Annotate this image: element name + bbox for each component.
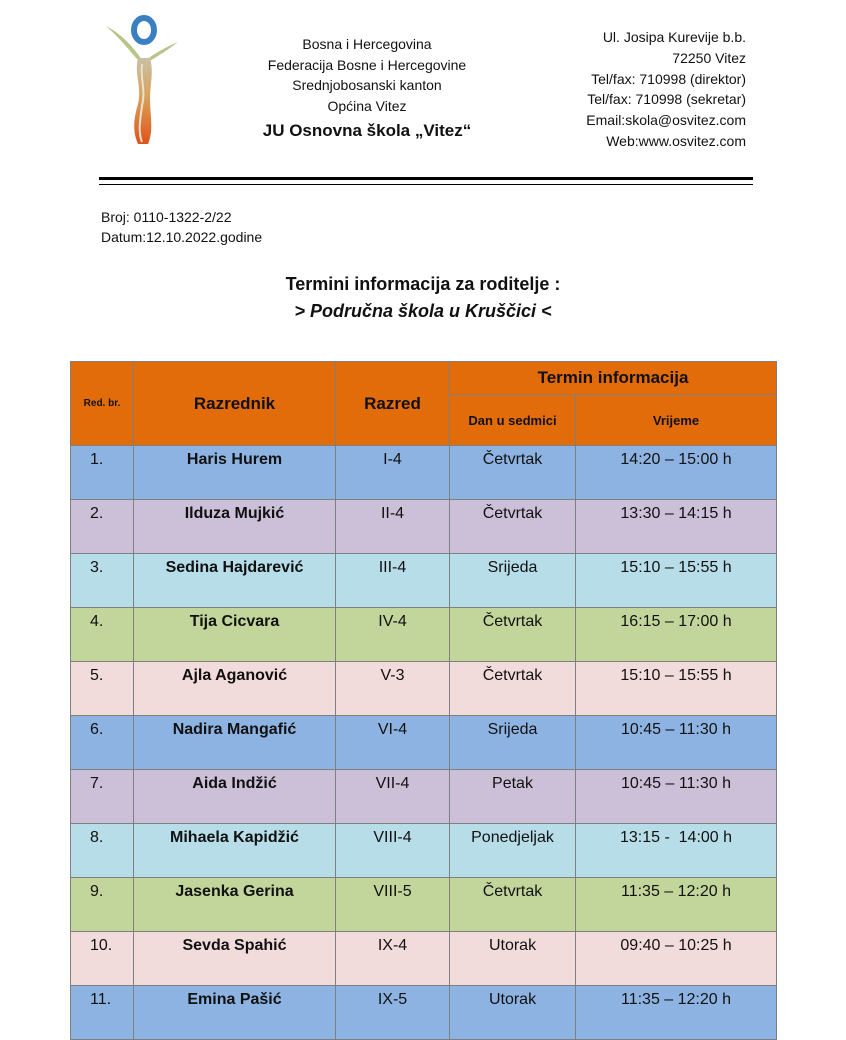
canton-line: Srednjobosanski kanton — [292, 77, 442, 93]
cell-red-br: 2. — [71, 500, 134, 554]
header-divider-thin — [99, 184, 753, 185]
cell-razred: I-4 — [336, 446, 450, 500]
contact-postal: 72250 Vitez — [672, 49, 746, 66]
table-row — [71, 824, 777, 878]
contact-phone-director: Tel/fax: 710998 (direktor) — [591, 70, 746, 87]
document-meta — [101, 207, 262, 247]
cell-razred: VIII-4 — [336, 824, 450, 878]
cell-dan: Petak — [450, 770, 576, 824]
cell-razrednik: Ajla Aganović — [134, 662, 336, 716]
cell-vrijeme: 11:35 – 12:20 h — [576, 986, 777, 1040]
cell-vrijeme: 13:30 – 14:15 h — [576, 500, 777, 554]
cell-dan: Utorak — [450, 986, 576, 1040]
cell-razred: II-4 — [336, 500, 450, 554]
cell-razrednik: Ilduza Mujkić — [134, 500, 336, 554]
cell-razred: IV-4 — [336, 608, 450, 662]
table-row — [71, 608, 777, 662]
cell-red-br: 5. — [71, 662, 134, 716]
cell-dan: Srijeda — [450, 554, 576, 608]
cell-razred: VII-4 — [336, 770, 450, 824]
table-row — [71, 986, 777, 1040]
cell-red-br: 9. — [71, 878, 134, 932]
document-title-block — [0, 271, 846, 325]
cell-razrednik: Mihaela Kapidžić — [134, 824, 336, 878]
cell-dan: Srijeda — [450, 716, 576, 770]
contact-address: Ul. Josipa Kurevije b.b. — [602, 29, 746, 45]
cell-vrijeme: 11:35 – 12:20 h — [576, 878, 777, 932]
contact-email: Email:skola@osvitez.com — [586, 112, 746, 129]
cell-red-br: 6. — [71, 716, 134, 770]
cell-razrednik: Sedina Hajdarević — [134, 554, 336, 608]
cell-razred: VIII-5 — [336, 878, 450, 932]
school-name: JU Osnovna škola „Vitez“ — [262, 121, 472, 140]
cell-razrednik: Emina Pašić — [134, 986, 336, 1040]
document-title: Termini informacija za roditelje : — [285, 274, 561, 294]
cell-dan: Četvrtak — [450, 500, 576, 554]
cell-dan: Četvrtak — [450, 446, 576, 500]
document-subtitle: > Područna škola u Kruščici < — [294, 301, 552, 321]
document-date: Datum:12.10.2022.godine — [101, 229, 263, 245]
header-dan: Dan u sedmici — [450, 395, 576, 446]
municipality-line: Općina Vitez — [327, 97, 407, 114]
cell-razred: VI-4 — [336, 716, 450, 770]
cell-dan: Ponedjeljak — [450, 824, 576, 878]
reference-number: Broj: 0110-1322-2/22 — [101, 209, 232, 225]
header-termin: Termin informacija — [450, 362, 777, 395]
header-divider-thick — [99, 177, 753, 180]
table-row — [71, 770, 777, 824]
cell-vrijeme: 14:20 – 15:00 h — [576, 446, 777, 500]
cell-vrijeme: 10:45 – 11:30 h — [576, 770, 777, 824]
cell-razred: III-4 — [336, 554, 450, 608]
header-razred: Razred — [336, 362, 450, 446]
contact-phone-secretary: Tel/fax: 710998 (sekretar) — [587, 91, 746, 108]
cell-red-br: 4. — [71, 608, 134, 662]
cell-vrijeme: 15:10 – 15:55 h — [576, 554, 777, 608]
cell-razrednik: Sevda Spahić — [134, 932, 336, 986]
federation-line: Federacija Bosne i Hercegovine — [267, 56, 467, 73]
table-row — [71, 500, 777, 554]
cell-red-br: 7. — [71, 770, 134, 824]
cell-razrednik: Aida Indžić — [134, 770, 336, 824]
table-row — [71, 554, 777, 608]
cell-vrijeme: 13:15 - 14:00 h — [576, 824, 777, 878]
cell-vrijeme: 16:15 – 17:00 h — [576, 608, 777, 662]
cell-dan: Utorak — [450, 932, 576, 986]
table-row — [71, 716, 777, 770]
cell-vrijeme: 09:40 – 10:25 h — [576, 932, 777, 986]
cell-red-br: 8. — [71, 824, 134, 878]
cell-razred: IX-4 — [336, 932, 450, 986]
cell-razrednik: Jasenka Gerina — [134, 878, 336, 932]
country-line: Bosna i Hercegovina — [302, 36, 432, 52]
cell-razrednik: Nadira Mangafić — [134, 716, 336, 770]
cell-red-br: 3. — [71, 554, 134, 608]
header-red-br: Red. br. — [71, 362, 134, 446]
header-razrednik: Razrednik — [134, 362, 336, 446]
table-row — [71, 662, 777, 716]
cell-razrednik: Tija Cicvara — [134, 608, 336, 662]
cell-vrijeme: 10:45 – 11:30 h — [576, 716, 777, 770]
cell-red-br: 11. — [71, 986, 134, 1040]
cell-razred: V-3 — [336, 662, 450, 716]
school-logo — [104, 14, 180, 146]
institution-header — [232, 34, 502, 142]
cell-razred: IX-5 — [336, 986, 450, 1040]
contact-web: Web:www.osvitez.com — [606, 132, 746, 149]
cell-razrednik: Haris Hurem — [134, 446, 336, 500]
schedule-table — [70, 361, 777, 1040]
cell-dan: Četvrtak — [450, 662, 576, 716]
table-row — [71, 932, 777, 986]
cell-dan: Četvrtak — [450, 608, 576, 662]
cell-red-br: 10. — [71, 932, 134, 986]
header-vrijeme: Vrijeme — [576, 395, 777, 446]
cell-red-br: 1. — [71, 446, 134, 500]
cell-dan: Četvrtak — [450, 878, 576, 932]
contact-block — [586, 27, 746, 152]
table-row — [71, 446, 777, 500]
cell-vrijeme: 15:10 – 15:55 h — [576, 662, 777, 716]
table-row — [71, 878, 777, 932]
